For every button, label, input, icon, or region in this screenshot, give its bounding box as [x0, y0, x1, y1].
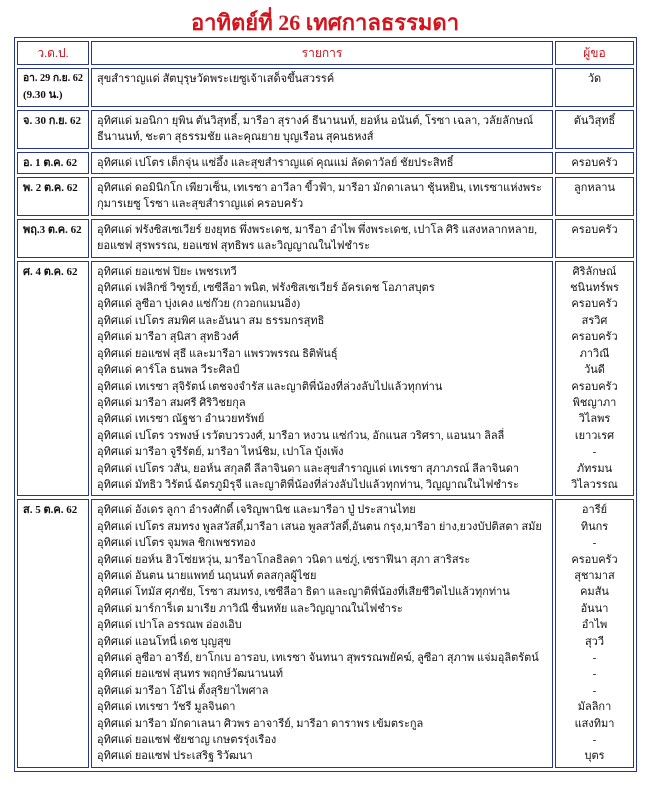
requester-name: -: [592, 668, 597, 681]
items-cell: [91, 110, 553, 149]
mass-intention-table: [14, 37, 637, 772]
intention-line: อุทิศแด่ ยอแซฟ สุนทร พฤกษ์วัฒนานนท์: [97, 668, 284, 681]
date-text: (9.30 น.): [23, 89, 63, 102]
requester-cell: [555, 177, 634, 216]
requester-name: อารีย์: [581, 504, 608, 517]
intention-line: อุทิศแด่ ฟรังซิสเซเวียร์ ยงยุทธ พึ่งพระเดช, มารีอา อำไพ พึ่งพระเดช, เปาโล ศิริ แสงหลากหลาย,: [97, 223, 537, 236]
intention-line: อุทิศแด่ ยอแซฟ ประเสริฐ ริวัฒนา: [97, 750, 253, 763]
date-cell: [17, 261, 89, 497]
date-text: อา. 29 ก.ย. 62: [23, 73, 83, 84]
intention-line: อุทิศแด่ มารีอา สมศรี ศิริวิชยกุล: [97, 396, 246, 409]
requester-name: สุววี: [584, 635, 605, 648]
requester-name: -: [592, 537, 597, 550]
requester-cell: [555, 68, 634, 107]
requester-name: วิไลพร: [578, 413, 611, 426]
intention-line: อุทิศแด่ คาร์โล ธนพล วีระศิลป์: [97, 364, 240, 377]
intention-line: ธีนานนท์, ชะตา สุธรรมชัย และคุณยาย บุญเรือน สุคนธหงส์: [97, 131, 374, 144]
requester-name: คมสัน: [580, 586, 609, 599]
items-cell: [91, 177, 553, 216]
intention-line: อุทิศแด่ เปโตร เต็กจุ่น แซ่อึ้ง และสุขสำราญแด่ คุณแม่ ลัดดาวัลย์ ชัยประสิทธิ์: [97, 156, 454, 169]
requester-name: อำไพ: [581, 619, 608, 632]
items-cell: [91, 68, 553, 107]
intention-line: อุทิศแด่ ยอแซฟ ชัยชาญ เกษตรรุ่งเรือง: [97, 734, 277, 747]
requester-name: วิไลวรรณ: [571, 478, 618, 491]
requester-name: วันดี: [584, 364, 605, 377]
intention-line: ยอแซฟ สุรพรรณ, ยอแซฟ สุทธิพร และวิญญาณในไฟชำระ: [97, 240, 370, 253]
intention-line: สุขสำราญแด่ สัตบุรุษวัดพระเยซูเจ้าเสด็จขึ้นสวรรค์: [97, 73, 335, 85]
intention-line: อุทิศแด่ เปโตร สมพิศ และอันนา สม ธรรมกรสุทธิ: [97, 314, 325, 327]
intention-line: อุทิศแด่ เปโตร วรพงษ์ เรวัตบวรวงศ์, มารีอา หงวน แซ่ก๋วน, อักแนส วริศรา, แอนนา ลิลลี่: [97, 429, 505, 442]
intention-line: อุทิศแด่ มารีอา โอ้ไน่ ตั้งสุริยาไพศาล: [97, 684, 269, 697]
requester-name: -: [592, 652, 597, 664]
requester-cell: [555, 219, 634, 258]
requester-name: ภัทรมน: [576, 462, 613, 475]
header-date: ว.ด.ป.: [17, 41, 89, 65]
table-header: [17, 41, 634, 65]
intention-line: อุทิศแด่ ยอแซฟ ปิยะ เพชรเทวี: [97, 265, 237, 278]
intention-line: อุทิศแด่ เทเรซา ณัฐชา อำนวยทรัพย์: [97, 413, 265, 426]
date-text: ส. 5 ต.ค. 62: [23, 504, 78, 517]
header-row: [17, 41, 634, 65]
intention-line: อุทิศแด่ มารีอา มักดาเลนา ศิวพร อาจารีย์, มารีอา ดาราพร เข้มตระกูล: [97, 717, 424, 730]
intention-line: อุทิศแด่ ยอแซฟ สุธี และมารีอา แพรวพรรณ ธิติพันธุ์: [97, 347, 338, 360]
date-text: พฤ.3 ต.ค. 62: [23, 223, 82, 236]
schedule-row: [17, 152, 634, 174]
requester-cell: [555, 261, 634, 497]
date-cell: [17, 68, 89, 107]
intention-line: อุทิศแด่ ยอห์น ฮิวโซ่ยหวุ่น, มารีอาโกลธิลดา วนิดา แซ่ภู่, เซราฟีนา สุภา สาริสระ: [97, 553, 471, 566]
intention-line: อุทิศแด่ เปโตร จุมพล ชิกเพชรทอง: [97, 537, 256, 550]
date-cell: [17, 499, 89, 768]
schedule-row: [17, 261, 634, 497]
requester-cell: [555, 110, 634, 149]
requester-name: ภาวิณี: [579, 347, 610, 360]
requester-name: ครอบครัว: [571, 380, 618, 393]
date-cell: [17, 177, 89, 216]
page-title: อาทิตย์ที่ 26 เทศกาลธรรมดา: [190, 10, 460, 35]
date-text: จ. 30 ก.ย. 62: [23, 114, 82, 127]
requester-name: ชนินทร์พร: [570, 282, 619, 295]
requester-name: ลูกหลาน: [573, 182, 616, 195]
intention-line: อุทิศแด่ เทเรซา วัชรี มูลจินดา: [97, 701, 236, 714]
items-cell: [91, 499, 553, 768]
intention-line: อุทิศแด่ โทมัส ศุภชัย, โรซา สมทรง, เซซีลีอา ธิดา และญาติพี่น้องที่เสียชีวิตไปแล้วทุกท่าน: [97, 586, 510, 599]
schedule-row: [17, 177, 634, 216]
intention-line: อุทิศแด่ เปโตร สมทรง พูลสวัสดิ์,มารีอา เสนอ พูลสวัสดิ์,อันตน กรุง,มารีอา ย่าง,ยวงบัปติสตา สมัย: [97, 520, 542, 533]
intention-line: อุทิศแด่ เฟลิกซ์ วิฑูรย์, เซซีลีอา พนิต, ฟรังซิสเซเวียร์ อัครเดช โอภาสบุตร: [97, 282, 435, 295]
schedule-row: [17, 499, 634, 768]
date-text: อ. 1 ต.ค. 62: [23, 156, 78, 169]
intention-line: อุทิศแด่ แอนโทนี่ เดช บุญสุข: [97, 635, 232, 648]
items-cell: [91, 219, 553, 258]
requester-cell: [555, 499, 634, 768]
requester-name: ครอบครัว: [571, 156, 618, 169]
items-cell: [91, 261, 553, 497]
requester-name: แสงทิมา: [574, 717, 615, 730]
intention-line: อุทิศแด่ เปโตร วสัน, ยอห์น สกุลดี ลีลาจินดา และสุขสำราญแด่ เทเรซา สุภาภรณ์ ลีลาจินดา: [97, 462, 520, 475]
requester-name: อันนา: [580, 602, 609, 615]
items-cell: [91, 152, 553, 174]
header-items: รายการ: [91, 41, 553, 65]
schedule-row: [17, 110, 634, 149]
intention-line: อุทิศแด่ ลูซีอา บุ่งเคง แซ่ก๊วย (กวอกแมนอิ่ง): [97, 298, 301, 311]
schedule-row: [17, 219, 634, 258]
requester-name: ครอบครัว: [571, 331, 618, 344]
intention-line: อุทิศแด่ มาร์การ็เต มาเรีย ภาวิณี ชื่นหทัย และวิญญาณในไฟชำระ: [97, 602, 403, 615]
intention-line: อุทิศแด่ มอนิกา ยุพิน ตันวิสุทธิ์, มารีอา สุรางค์ ธีนานนท์, ยอห์น อนันต์, โรซา เฉลา, วลัยลักษณ์: [97, 114, 534, 127]
requester-name: สรวิศ: [581, 314, 608, 327]
requester-name: สุชามาส: [574, 569, 615, 582]
requester-name: เยาวเรศ: [574, 429, 615, 442]
date-text: พ. 2 ต.ค. 62: [23, 182, 78, 195]
requester-name: -: [592, 684, 597, 697]
intention-line: อุทิศแด่ อังเดร ลูกา อำรงศักดิ์ เจริญพานิช และมารีอา ปู่ ประสานไทย: [97, 504, 416, 517]
requester-name: บุตร: [584, 750, 605, 763]
date-cell: [17, 110, 89, 149]
requester-cell: [555, 152, 634, 174]
intention-line: อุทิศแด่ อันตน นายแพทย์ นฤนนท์ ตลสกุลผู้ไชย: [97, 569, 317, 582]
requester-name: ครอบครัว: [571, 553, 618, 566]
intention-line: อุทิศแด่ เทเรซา สุจิรัตน์ เตชจงจำรัส และญาติพี่น้องที่ล่วงลับไปแล้วทุกท่าน: [97, 380, 443, 393]
intention-line: อุทิศแด่ มัทธิว วิรัตน์ ฉัตรภูมิรุจี และญาติพี่น้องที่ล่วงลับไปแล้วทุกท่าน, วิญญาณในไฟชำระ: [97, 478, 519, 491]
requester-name: วัด: [587, 73, 602, 85]
intention-line: อุทิศแด่ มารีอา จูรีรัตย์, มารีอา ไหน์ชิม, เปาโล บุ้งเพ้ง: [97, 446, 344, 459]
intention-line: อุทิศแด่ เปาโล อรรณพ อ่องเอิบ: [97, 619, 242, 632]
table-body: [17, 68, 634, 768]
requester-name: ตันวิสุทธิ์: [573, 114, 616, 127]
requester-name: มัลลิกา: [577, 701, 612, 714]
date-text: ศ. 4 ต.ค. 62: [23, 265, 78, 278]
requester-name: -: [592, 734, 597, 747]
header-requester: ผู้ขอ: [555, 41, 634, 65]
date-cell: [17, 219, 89, 258]
requester-name: ทินกร: [580, 520, 609, 533]
date-cell: [17, 152, 89, 174]
requester-name: ศิริลักษณ์: [572, 265, 617, 278]
intention-line: กุมารเยซู โรซา และสุขสำราญแด่ ครอบครัว: [97, 198, 304, 211]
requester-name: พิชญาภา: [572, 396, 617, 409]
intention-line: อุทิศแด่ ดอมินิกโก เพียวเซ็น, เทเรซา อาวีลา ขี้วฟ้า, มารีอา มักดาเลนา ชุ้นหยิน, เทเรซาแห่งพระ: [97, 182, 542, 195]
intention-line: อุทิศแด่ มารีอา สุนิสา สุทธิวงศ์: [97, 331, 239, 344]
requester-name: ครอบครัว: [571, 298, 618, 311]
schedule-row: [17, 68, 634, 107]
requester-name: ครอบครัว: [571, 223, 618, 236]
requester-name: -: [592, 446, 597, 459]
intention-line: อุทิศแด่ ลูซีอา อารีย์, ยาโกเบ อารอบ, เทเรซา จันทนา สุพรรณพยัคฆ์, ลูซีอา สุภาพ แจ่มอุลิตรัตน์: [97, 652, 539, 664]
